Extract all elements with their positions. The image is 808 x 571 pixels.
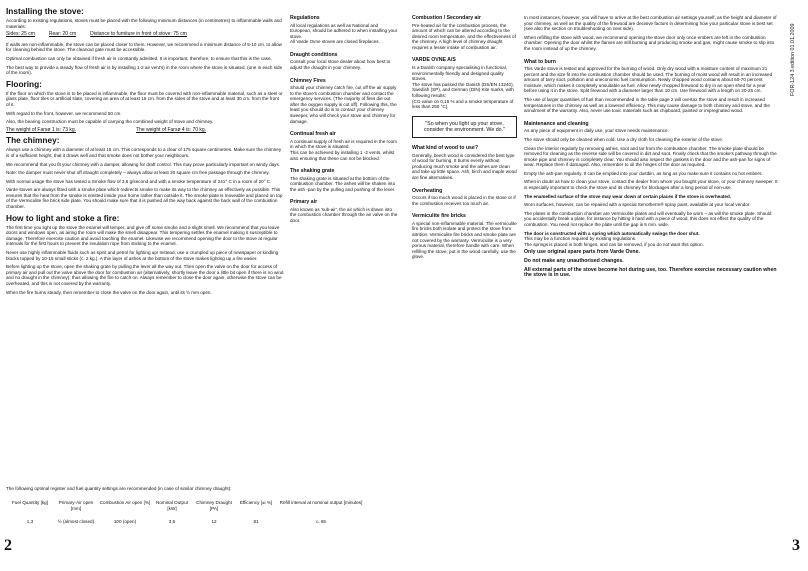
distances-row: [6, 32, 284, 38]
vermiculite-text: A special non-inflammable material. The vermiculite fire bricks both isolate and protect the stove from attrition. Vermiculite fire bricks and smoke plate are not covered by the warranty. Vermiculite is a very porous material, therefore handle with care. When refilling the stove, put in the wood carefully, use the glove.: [412, 220, 517, 260]
installing-p3: Optimal combustion can only be obtained if fresh air is constantly admitted. It is important, therefore, to ensure that this is the case.: [6, 55, 272, 61]
table-title: The following optimal register and fuel quantity settings are recommended (in case of similar chimney draught):: [6, 486, 232, 491]
intro-text: In most instances, however, you will have to arrive at the best combustion air settings yourself, as the height and diameter of your chimney, as well as the quality of the firewood are decisive factors in determining how your particular stove is best set (see also the section on troubleshooting on next side).: [524, 15, 777, 32]
table-header: Combustion Air open [%]: [99, 500, 151, 505]
overheating-title: Overheating: [412, 187, 443, 194]
enamel-text: The enamelled surface of the stove may wear down at certain places if the stove is overheated.: [524, 193, 732, 199]
secondary-air-text: Pre-heated air for the combustion process, the amount of which can be altered according to the desired room temperature, and the effectiveness of the chimney. A high level of chimney draught requires a lesser intake of combustion air.: [412, 22, 516, 50]
worn-text: Worn surfaces, however, can be repaired with a special Senotherm® spray paint, available at your local vendor.: [524, 202, 751, 208]
installing-p4: The best way to provide a steady flow of fresh air is by installing 1-2 air vent's) in the room where the stove is situated. (one in each side of the room).: [6, 64, 283, 76]
installing-p2: If walls are non-inflammable, the stove can be placed closer to them. However, we recommend a minimum distance of 5-10 cm. to allow for cleaning behind the stove. The cleanout gate must be accessible.: [6, 41, 283, 53]
table-header: Refill interval at nominal output [minutes]: [279, 500, 363, 505]
environment-quote: "So when you light up your stove, consider the environment. We do.": [412, 116, 517, 138]
door-text: The door is constructed with a spring which automatically swings the door shut.: [524, 230, 700, 236]
primary-air-text: Also known as 'sub-air', the air which is drawn into the combustion chamber through the air valve on the door.: [290, 206, 398, 224]
right-page: [404, 0, 808, 571]
varde-text: Is a Danish company specialising in functional, environmentally friendly and designed quality stoves. The stove has passed the Danish (DS/EN 13240), Swedish (SP), and German (DIN) Kite marks, with following results: (CO value on 0,15 % and a smoke temperature of less than 250 °C).: [412, 64, 514, 110]
shaking-grate-title: The shaking grate: [290, 168, 335, 175]
chimney-title: The chimney:: [6, 135, 60, 146]
flooring-p3: Also, the bearing construction must be capable of carrying the combined weight of stove and chimney.: [6, 119, 214, 125]
distance-rear: Rear: 20 cm: [48, 31, 77, 38]
maintenance-p5: When in doubt as how to clean your stove, contact the dealer from whom you bought your stove, or your chimney sweeper. It is especially important to check the stove and its chimney for blockages after a long period of non-use.: [524, 179, 778, 191]
flooring-p1: If the floor on which the stove is to be placed is inflammable, the floor must be covered with non-inflammable material, such as a steel or glass plate, floor tiles or artificial slate, covering an area of at least 15 cm. from the sides of the stove and at least 30 cm. from the front of it.: [6, 90, 283, 107]
maintenance-p1: As any piece of equipment in daily use, your stove needs maintenance.: [524, 128, 669, 134]
table-cell: ½ (almost closed): [57, 519, 95, 525]
draught-text: Consult your local stove dealer about how best to adjust the draught in your chimney.: [290, 59, 391, 70]
chimney-p3: Note: the damper must never shut off draught completely – always allow at least 20 square cm free passage through the chimney.: [6, 170, 270, 176]
left-main-column: [6, 4, 284, 298]
maintenance-p2: The stove should only be cleaned when cold. Use a dry cloth for cleaning the exterior of the stove.: [524, 136, 724, 142]
distance-front: Distance to furniture in front of stove: 75 cm: [90, 31, 187, 38]
table-header: Chimney Draught [PA]: [196, 500, 232, 511]
hot-warning-text: All external parts of the stove become hot during use, too. Therefore exercise necessary caution when the stove is in use.: [524, 266, 777, 279]
chimney-fires-text: Should your chimney catch fire, cut off the air supply to the stove's combustion chamber and contact the emergency services. (The majority of fires die out after the oxygen supply is cut off). Following this, the least you should do is to contact your chimney sweeper, who will check your stove and chimney for damage.: [290, 85, 397, 124]
lighting-title: How to light and stoke a fire:: [6, 212, 120, 223]
table-header: Primary-Air open [mm]: [58, 500, 94, 511]
installing-title: Installing the stove:: [6, 6, 84, 16]
chimney-p5: Varde stoves are always fitted with a smoke plate which redirects smoke to make its way to the chimney as effectively as possible. This ensures that the heat from the smoke is emitted inside your home rather than outside it. The smoke plate is moveable and placed on top of the Vermiculite fire brick side plate. You should make sure that it is pushed all the way back against the back wall of the combustion chamber.: [6, 187, 283, 210]
document-code: FOR-124 3.edition 01.01.2009: [790, 23, 796, 96]
table-cell: 100 (open): [113, 519, 137, 525]
chimney-p2: We recommend that you fit your chimney with a damper, allowing for draft control. This may prove particularly important on windy days.: [6, 161, 281, 167]
wood-title: What kind of wood to use?: [412, 145, 478, 152]
lighting-p3: Before lighting up the stove, open the shaking grate by pulling the lever all the way out. Then open the valve on the door for access of primary air and pull out the valve above the door for combustion air (alternatively, shortly leave the door a little bit open if there is no wind and no draught in the chimney), thus allowing the fire to catch on. Always remember to close the door again, otherwise the stove can be overheated, and this is not covered by the warranty.: [6, 264, 284, 286]
vermiculite-title: Vermiculite fire bricks: [412, 213, 466, 220]
weight-farso-1: The weight of Farsø 1 is: 73 kg.: [6, 126, 77, 133]
spare-parts-text: Only use original spare parts from Varde Ovne.: [524, 249, 640, 256]
right-side-column: [412, 15, 517, 263]
distance-sides: Sides: 25 cm: [6, 31, 35, 38]
shaking-grate-text: The shaking grate is situated at the bottom of the combustion chamber. The ashes will be shaken into the ash -pan by the pulling and pushing of the lever.: [290, 175, 396, 192]
wood-text: Generally, beech wood is considered the best type of wood for burning. It burns evenly without producing much smoke and the ashes are clean and take up little space. Ash, birch and maple wood are fine alternatives.: [412, 152, 517, 180]
draught-title: Draught conditions: [290, 51, 338, 58]
page-number-left: 2: [4, 537, 12, 554]
maintenance-p3: Clean the interior regularly by removing ashes, soot and tar from the combustion chamber. The smoke plate should be removed for cleaning as the reverse side will be covered in dirt and soot. Finally check that the smoke's pathway through the smoke pipe and chimney is completely clear. You should also inspect the gaskets in the door and the ash-pan for signs of wear. Replace them if damaged. Also, remember to oil the hinges of the door as required.: [524, 145, 777, 168]
fresh-air-text: A continual supply of fresh air is required in the room in which the stove is situated. This can be achieved by installing 1 -2 vents, whilst also ensuring that these can not be blocked.: [290, 138, 397, 161]
table-cell: 3,5: [168, 519, 176, 525]
unauthorised-text: Do not make any unauthorised changes.: [524, 258, 624, 264]
table-cell: 1,3: [26, 519, 34, 525]
fresh-air-title: Continual fresh air: [290, 131, 336, 138]
page-number-right: 3: [792, 537, 800, 554]
what-to-burn-title: What to burn: [524, 58, 556, 65]
secondary-air-title: Combustion / Secondary air: [412, 15, 481, 21]
table-header: Nominal Output [kW]: [156, 500, 188, 511]
primary-air-title: Primary air: [290, 199, 318, 206]
door-text-2: This may be a function required by existing regulations. The springs is placed in both hinges, and can be removed, if you do not want this option.: [524, 236, 704, 247]
refill-text: When refilling the stove with wood, we recommend opening the stove door only once embers are left in the combustion chamber. Opening the door whilst the flames are still burning and producing smoke and gas, might cause smoke to slip into the room instead of up the chimney.: [524, 34, 775, 51]
table-cell: c. 65: [316, 519, 326, 525]
table-header: Efficiency [±i %]: [239, 500, 273, 505]
burn-p1: This Varde stove is tested and approved for the burning of wood. Only dry wood with a moisture content of maximum 21 percent and the size fit into the combustion chamber should be used. The burning of moist wood will result in an increased amount of tarry soot, pollution and uneconomic fuel consumption. Newly chopped wood contains about 60-70 percent moisture, which makes it completely unsuitable as fuel. Allow newly chopped firewood to dry in an open shed for a year before using it in the stove. Split firewood with a diameter larger than 10 cm. Use firewood with a length on 20-25 cm.: [524, 66, 773, 94]
chimney-p4: With normal usage the stove has tested a Smoke flow of 3,6 g/second and with a smoke temperature of 241° C in a room of 20° C.: [6, 178, 272, 184]
weight-farso-4: The weight of Farsø 4 is: 70 kg.: [136, 126, 207, 133]
maintenance-title: Maintenance and cleaning: [524, 120, 589, 127]
flooring-title: Flooring:: [6, 78, 42, 89]
table-cell: 12: [211, 519, 217, 525]
maintenance-p4: Empty the ash-pan regularly. It can be emptied into your dustbin, as long as you make sure it contains no hot embers.: [524, 170, 763, 176]
right-main-column: [524, 15, 780, 282]
table-header: Fuel Quantity [kg]: [11, 500, 48, 505]
plates-text: The plates in the combustion chamber are Vermiculite plates and will eventually be worn – as will the smoke plate. Should you accidentally break a plate, for instance by hitting it hard with a piece of wood, this does not effect the quality of the combustion. You need not replace the plate until the gap is 5 mm. wide.: [524, 210, 772, 228]
installing-p1: According to existing regulations, stoves must be placed with the following minimum distances (in centimetres) to inflammable walls and materials:: [6, 18, 282, 29]
flooring-p2: With regard to the front, however, we recommend 50 cm.: [6, 110, 122, 116]
regulations-text: All local regulations as well as National and European, should be adhered to when installing your stove. All Varde Ovne stoves are closed fireplaces.: [290, 22, 398, 45]
weights-row: [6, 128, 284, 134]
lighting-p2: Never use highly inflammable fluids such as spirit and petrol for lighting up! Instead, use a crumpled up piece of newspaper or kindling blocks topped by 10-15 small sticks (c. 2 kg.). A thin layer of ashes at the bottom of the stove makes lighting up a fire easier.: [6, 250, 279, 261]
table-cell: 81: [253, 519, 259, 525]
regulations-title: Regulations: [290, 15, 320, 21]
chimney-fires-title: Chimney Fires: [290, 77, 326, 84]
burn-p2: The use of larger quantities of fuel than recommended in the table page 2 will overtax the stove and result in increased temperatures in the chimney as well as a lowered efficiency. This may cause damage to both chimney and stove, and the annulment of the warranty. Also, never use toxic materials such as chipboard, painted or impregnated wood.: [524, 97, 770, 114]
chimney-p1: Always use a chimney with a diameter of at least 15 cm. This corresponds to a clear of 175 square centimetres. Make sure the chimney is of a sufficient height, that it draws well and that smoke does not bother your neighbours.: [6, 147, 282, 158]
left-side-column: [290, 15, 398, 227]
settings-table: [6, 500, 366, 525]
lighting-p1: The first time you light up the stove the enamel will temper, and give off some smoke and a slight smell. We recommend that you leave doors and windows open, as airing the room will make the smell disappear. This tempering settles the enamel making it susceptible to damage. Therefore exercise caution and avoid touching the enamel. Likewise we recommend opening the door to the stove at regular intervals for the first hours to prevent the insulation rope from sticking to the enamel.: [6, 224, 280, 247]
overheating-text: Occurs if too much wood is placed in the stove or if the combustion receives too much air.: [412, 195, 516, 206]
varde-title: VARDE OVNE A/S: [412, 57, 456, 64]
lighting-p4: When the fire burns steady, then remember to close the valve on the door again, until its ½ mm open.: [6, 289, 212, 295]
